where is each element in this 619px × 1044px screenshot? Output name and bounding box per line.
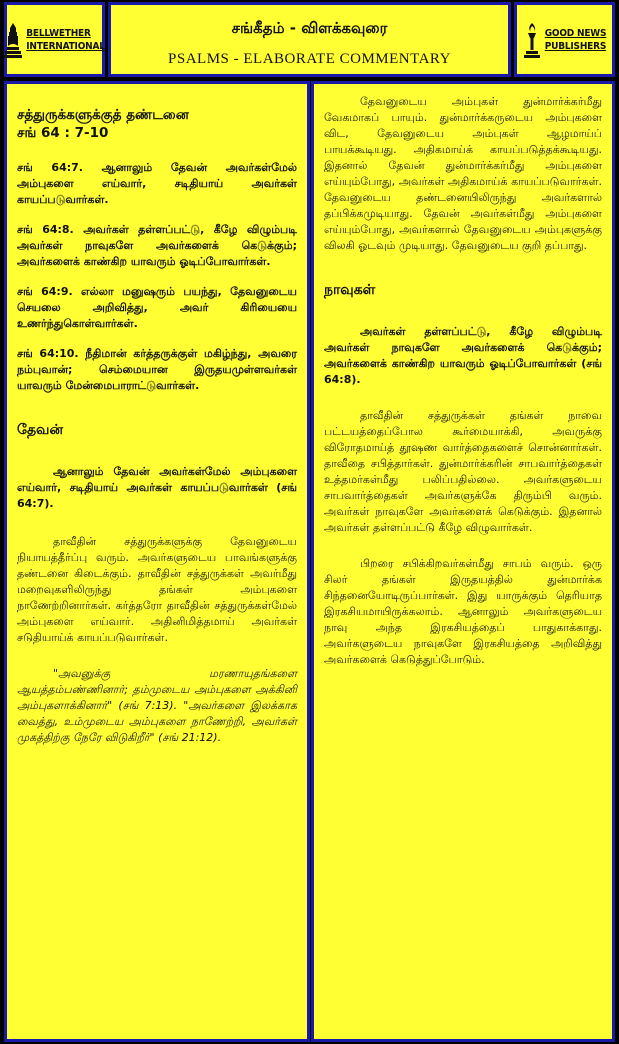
commentary-paragraph: தாவீதின் சத்துருக்கள் தங்கள் நாவை பட்டயத்தைப்போல கூர்மையாக்கி, அவருக்கு விரோதமாய்த் தூஷண வார்த்தைகளைச் சொன்னார்கள். தாவீதை சபித்தார்கள். துன்மார்க்கரின் சாபவார்த்தைகள் உத்தமர்கள்மீது பலிப்பதில்லை. அவர்களுடைய சாபவார்த்தைகள் அவர்களுக்கே திரும்பி வரும். அவர்கள் நாவுகளே அவர்களைக் கெடுக்கும். இதனால் அவர்கள் தள்ளப்பட்டு கீழே விழுவார்கள். [324,409,602,534]
bell-tower-icon [4,22,22,58]
right-logo-box [514,2,615,77]
right-column [311,81,615,1042]
section-reference: சங் 64 : 7-10 [17,125,109,141]
key-verse: அவர்கள் தள்ளப்பட்டு, கீழே விழும்படி அவர்கள் நாவுகளே அவர்களைக் கெடுக்கும்; அவர்களைக் காண்கிற யாவரும் ஓடிப்போவார்கள் (சங் 64:8). [324,325,602,386]
bellwether-logo-text [26,27,105,53]
title-box [108,2,511,77]
commentary-paragraph: தாவீதின் சத்துருக்களுக்கு தேவனுடைய நியாயத்தீர்ப்பு வரும். அவர்களுடைய பாவங்களுக்கு தண்டனை கிடைக்கும். தாவீதின் சத்துருக்கள் அவர்மீது மறைவுகளிலிருந்து தங்கள் அம்புகளை நாணேற்றினார்கள். கர்த்தரோ தாவீதின் சத்துருக்கள்மேல் அம்புகளை எய்வார். அதினிமித்தமாய் அவர்கள் சடுதியாய்க் காயப்படுவார்கள். [17,535,297,644]
commentary-paragraph: தேவனுடைய அம்புகள் துன்மார்க்கர்மீது வேகமாகப் பாயும். துன்மார்க்கருடைய அம்புகளை விட, தேவனுடைய அம்புகள் ஆழமாய்ப் பாயக்கூடியது. அதிகமாய்க் காயப்படுத்தக்கூடியது. இதனால் தேவன் துன்மார்க்கர்மீது அம்புகளை எய்யும்போது, அவர்கள் அதிகமாய்க் காயப்படுவார்கள். தேவனுடைய தண்டனையிலிருந்து அவர்களால் தப்பிக்கமுடியாது. தேவன் அவர்கள்மீது அம்புகளை எய்யும்போது, அவர்களால் தேவனுடைய அம்புகளுக்கு விலகி ஓடவும் முடியாது. தேவனுடைய குறி தப்பாது. [324,95,602,252]
logo-line: BELLWETHER [26,27,91,39]
logo-line: INTERNATIONAL [26,40,105,52]
verse-64-9: சங் 64:9. எல்லா மனுஷரும் பயந்து, தேவனுடைய செயலை அறிவித்து, அவர் கிரியையை உணர்ந்துகொள்வார்கள். [17,285,297,330]
key-verse: ஆனாலும் தேவன் அவர்கள்மேல் அம்புகளை எய்வார், சடிதியாய் அவர்கள் காயப்படுவார்கள் (சங் 64:7). [17,465,297,510]
logo-line: GOOD NEWS [544,27,607,39]
good-news-logo [523,22,607,58]
verse-64-10: சங் 64:10. நீதிமான் கர்த்தருக்குள் மகிழ்ந்து, அவரை நம்புவான்; செம்மையான இருதயமுள்ளவர்கள் யாவரும் மேன்மைபாராட்டுவார்கள். [17,347,297,392]
commentary-paragraph: பிறரை சபிக்கிறவர்கள்மீது சாபம் வரும். ஒரு சிலர் தங்கள் இருதயத்தில் துன்மார்க்க சிந்தனையோடிருப்பார்கள். இது யாருக்கும் தெரியாத இரகசியமாயிருக்கலாம். ஆனாலும் அவர்களுடைய நாவு அந்த இரகசியத்தைப் பாதுகாக்காது. அவர்களுடைய நாவுகளே இரகசியத்தை அறிவித்து அவர்களைக் கெடுத்துப்போடும். [324,557,602,666]
bellwether-logo [4,22,105,58]
left-column [4,81,310,1042]
right-column-content [314,84,612,668]
verse-64-7: சங் 64:7. ஆனாலும் தேவன் அவர்கள்மேல் அம்புகளை எய்வார், சடிதியாய் அவர்கள் காயப்படுவார்கள். [17,161,297,206]
subsection-title-tongues: நாவுகள் [324,282,376,298]
page-title-tamil: சங்கீதம் - விளக்கவுரை [231,19,388,37]
torch-icon [523,22,541,58]
scripture-quote: "அவனுக்கு மரணாயுதங்களை ஆயத்தம்பண்ணினார்; தம்முடைய அம்புகளை அக்கினி அம்புகளாக்கினார்" (சங் 7:13). "அவர்களை இலக்காக வைத்து, உம்முடைய அம்புகளை நாணேற்றி, அவர்கள் முகத்திற்கு நேரே விடுகிறீர்" (சங் 21:12). [17,667,297,744]
logo-line: PUBLISHERS [544,40,607,52]
subsection-title-god: தேவன் [17,422,64,438]
left-column-content [7,84,307,746]
left-logo-box [4,2,105,77]
section-heading: சத்துருக்களுக்குத் தண்டனை [17,107,189,123]
page-title-english: PSALMS - ELABORATE COMMENTARY [168,51,451,67]
verse-64-8: சங் 64:8. அவர்கள் தள்ளப்பட்டு, கீழே விழும்படி அவர்கள் நாவுகளே அவர்களைக் கெடுக்கும்; அவர்களைக் காண்கிற யாவரும் ஓடிப்போவார்கள். [17,223,297,268]
good-news-logo-text [545,27,607,53]
